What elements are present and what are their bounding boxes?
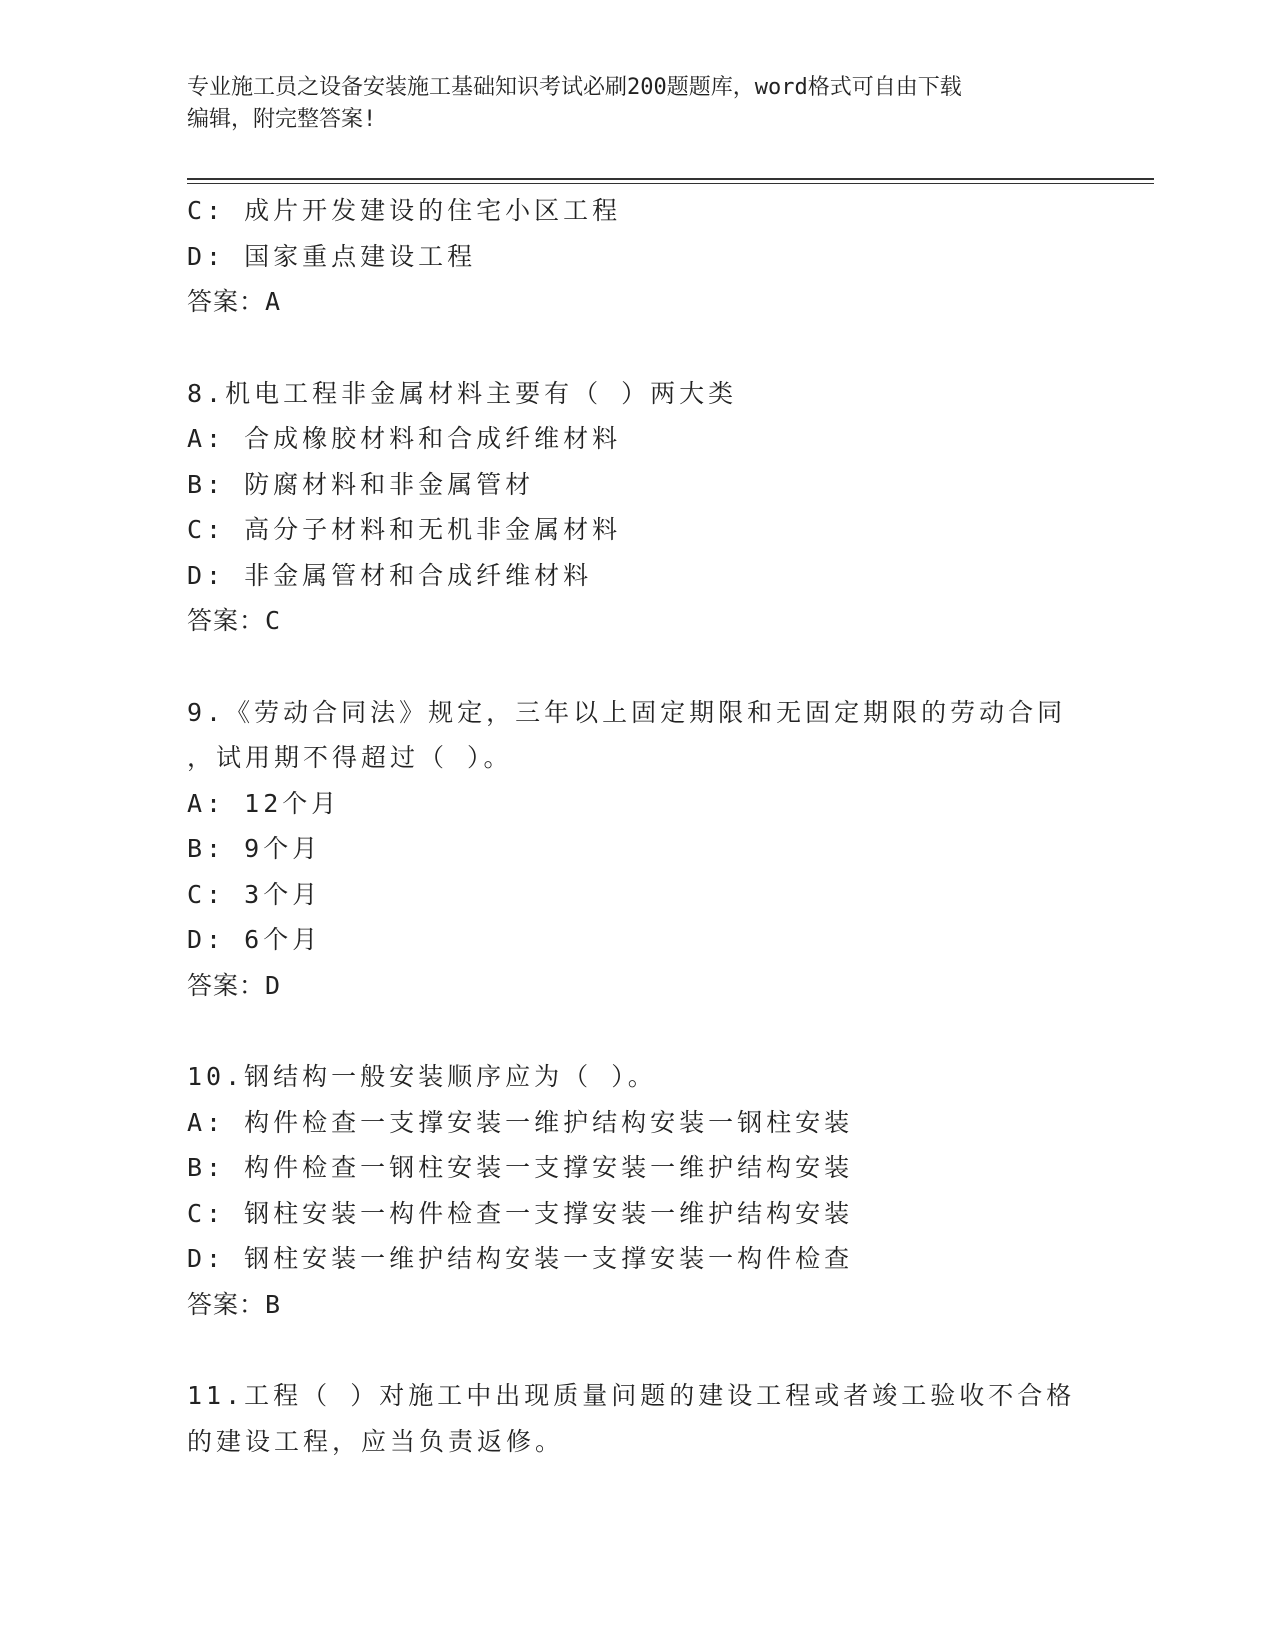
question-9 [187, 690, 1147, 1009]
option-b: B: 9个月 [187, 834, 322, 863]
option-d: D: 国家重点建设工程 [187, 241, 477, 271]
question-stem-continued: ，试用期不得超过（ ）。 [187, 743, 513, 772]
answer-line: 答案：B [187, 1289, 282, 1319]
option-c: C: 3个月 [187, 879, 322, 909]
option-a: A: 12个月 [187, 788, 341, 818]
question-11 [187, 1373, 1147, 1464]
answer-line: 答案：D [187, 970, 282, 1000]
option-c: C: 高分子材料和无机非金属材料 [187, 515, 622, 544]
header-rule-thin [187, 183, 1154, 184]
question-stem: 11.工程（ ）对施工中出现质量问题的建设工程或者竣工验收不合格 [187, 1381, 1076, 1410]
answer-line: 答案：A [187, 287, 282, 316]
question-stem: 10.钢结构一般安装顺序应为（ ）。 [187, 1062, 657, 1091]
option-c: C: 成片开发建设的住宅小区工程 [187, 196, 622, 225]
header-rule-thick [187, 178, 1154, 180]
question-stem: 9.《劳动合同法》规定，三年以上固定期限和无固定期限的劳动合同 [187, 697, 1067, 727]
option-b: B: 防腐材料和非金属管材 [187, 469, 535, 499]
question-8 [187, 371, 1147, 644]
document-header [187, 72, 1087, 136]
option-a: A: 构件检查一支撑安装一维护结构安装一钢柱安装 [187, 1107, 854, 1137]
option-a: A: 合成橡胶材料和合成纤维材料 [187, 424, 622, 453]
option-b: B: 构件检查一钢柱安装一支撑安装一维护结构安装 [187, 1153, 854, 1182]
option-c: C: 钢柱安装一构件检查一支撑安装一维护结构安装 [187, 1198, 854, 1228]
header-title-line-2: 编辑，附完整答案! [187, 107, 377, 132]
option-d: D: 非金属管材和合成纤维材料 [187, 560, 593, 590]
question-stem: 8.机电工程非金属材料主要有（ ）两大类 [187, 378, 738, 408]
answer-line: 答案：C [187, 606, 282, 635]
question-10 [187, 1054, 1147, 1327]
question-7-tail [187, 188, 1147, 325]
question-stem-continued: 的建设工程，应当负责返修。 [187, 1426, 565, 1456]
header-title-line-1: 专业施工员之设备安装施工基础知识考试必刷200题题库，word格式可自由下载 [187, 75, 962, 100]
option-d: D: 钢柱安装一维护结构安装一支撑安装一构件检查 [187, 1244, 854, 1273]
option-d: D: 6个月 [187, 925, 322, 954]
question-body [187, 188, 1147, 1464]
